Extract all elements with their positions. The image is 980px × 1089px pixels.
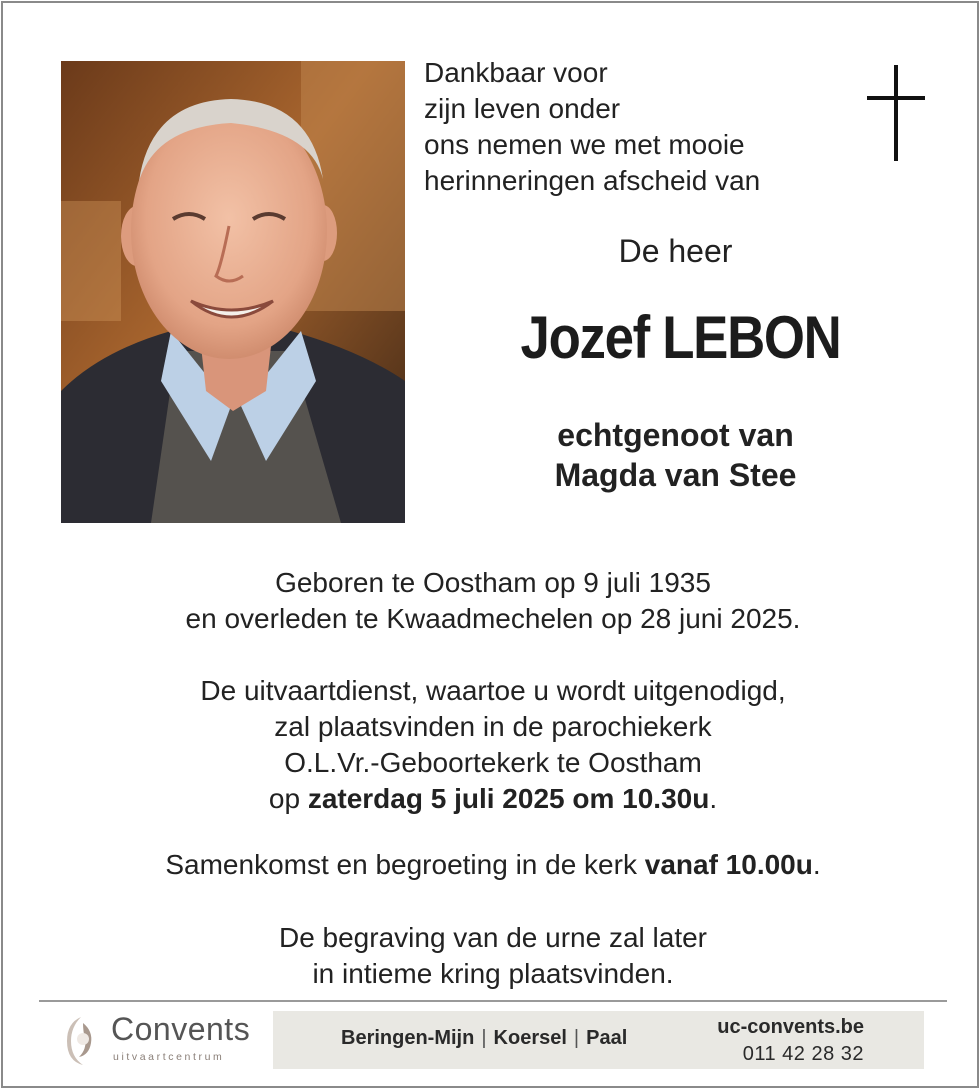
service-line: O.L.Vr.-Geboortekerk te Oostham <box>284 747 702 778</box>
gathering-suffix: . <box>812 849 821 880</box>
portrait-photo <box>61 61 405 523</box>
phone-number[interactable]: 011 42 28 32 <box>742 1043 864 1065</box>
obituary-card <box>1 1 979 1088</box>
website-link[interactable]: uc-convents.be <box>717 1016 864 1038</box>
intro-line: herinneringen afscheid van <box>424 165 761 196</box>
burial-info <box>63 920 923 992</box>
footer-divider <box>39 1000 947 1002</box>
service-line: De uitvaartdienst, waartoe u wordt uitgenodigd, <box>200 675 786 706</box>
service-date-line <box>63 781 923 817</box>
service-line: zal plaatsvinden in de parochiekerk <box>274 711 712 742</box>
funeral-home-logo <box>63 1013 263 1069</box>
location-item: Beringen-Mijn <box>341 1027 475 1049</box>
death-line: en overleden te Kwaadmechelen op 28 juni 2025. <box>185 603 801 634</box>
gathering-info <box>63 847 923 883</box>
birth-death-info <box>63 565 923 637</box>
logo-name: Convents <box>111 1011 251 1047</box>
gathering-prefix: Samenkomst en begroeting in de kerk <box>165 849 645 880</box>
service-date-prefix: op <box>268 783 308 814</box>
location-item: Paal <box>586 1027 628 1049</box>
deceased-name: Jozef LEBON <box>520 304 841 371</box>
burial-line: De begraving van de urne zal later <box>278 922 708 953</box>
service-date: zaterdag 5 juli 2025 om 10.30u <box>307 783 710 814</box>
intro-line: Dankbaar voor <box>424 57 608 88</box>
location-item: Koersel <box>493 1027 567 1049</box>
location-separator: | <box>573 1027 580 1049</box>
locations-list <box>341 1027 627 1050</box>
intro-line: zijn leven onder <box>424 93 621 124</box>
spouse-info <box>463 415 888 495</box>
location-separator: | <box>481 1027 487 1049</box>
contact-bar <box>273 1011 924 1069</box>
logo-mark-icon <box>63 1013 99 1069</box>
spouse-relation: echtgenoot van <box>557 417 794 453</box>
birth-line: Geboren te Oostham op 9 juli 1935 <box>275 567 711 598</box>
logo-subtitle: uitvaartcentrum <box>113 1051 225 1063</box>
intro-line: ons nemen we met mooie <box>424 129 745 160</box>
burial-line: in intieme kring plaatsvinden. <box>312 958 674 989</box>
service-date-suffix: . <box>709 783 718 814</box>
intro-text <box>424 55 844 199</box>
cross-icon <box>867 65 925 161</box>
honorific: De heer <box>618 233 733 269</box>
gathering-time: vanaf 10.00u <box>644 849 813 880</box>
spouse-name: Magda van Stee <box>554 457 797 493</box>
funeral-service-info <box>63 673 923 817</box>
